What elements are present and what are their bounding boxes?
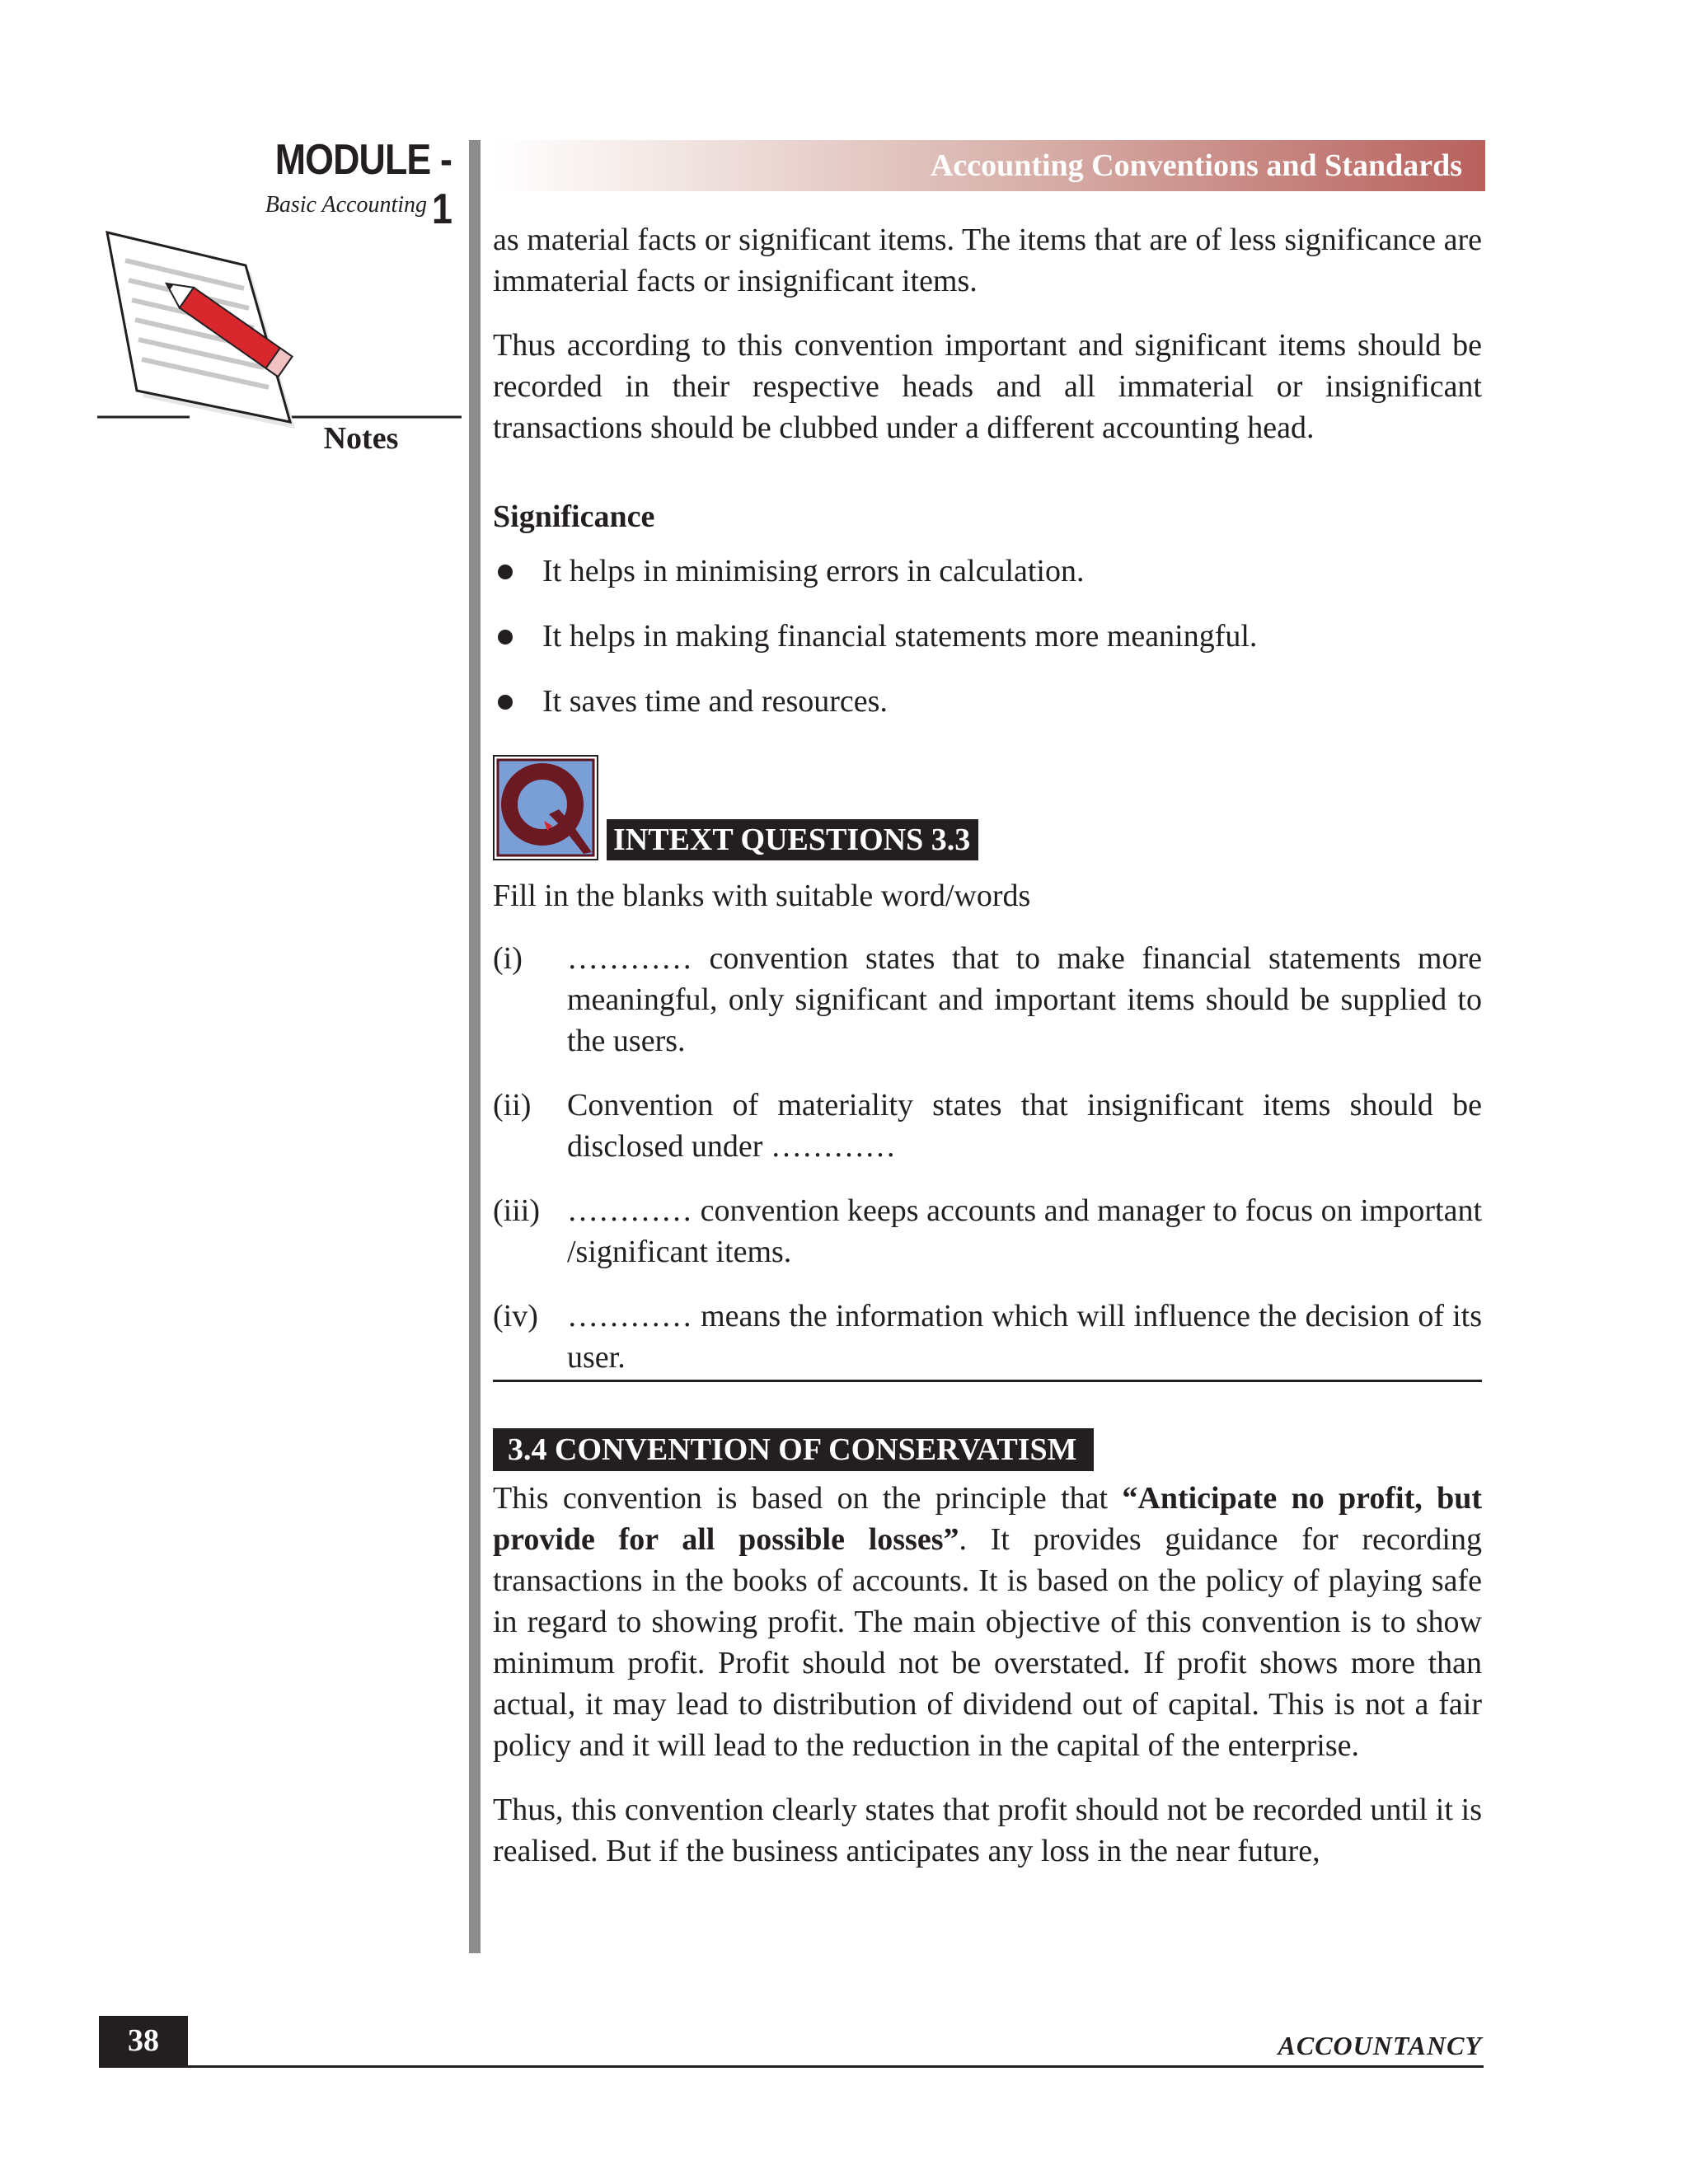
paragraph: as material facts or significant items. The items that are of less significance are immaterial facts or insignificant items. xyxy=(493,223,1482,298)
paragraph: Thus, this convention clearly states that profit should not be recorded until it is realised. But if the business anticipates any loss in the near future, xyxy=(493,1793,1482,1868)
section-heading: 3.4 CONVENTION OF CONSERVATISM xyxy=(493,1428,1094,1471)
list-item xyxy=(493,551,1482,592)
significance-heading: Significance xyxy=(493,499,655,534)
list-item xyxy=(493,681,1482,722)
bullet-icon xyxy=(498,565,513,579)
module-subtitle: Basic Accounting xyxy=(265,192,427,218)
question-number: (ii) xyxy=(493,1088,532,1122)
list-item xyxy=(493,616,1482,657)
question-list xyxy=(493,938,1482,1378)
question-instruction: Fill in the blanks with suitable word/words xyxy=(493,879,1031,913)
question-text: ………… convention keeps accounts and manager to focus on important /significant items. xyxy=(567,1193,1482,1269)
margin-divider xyxy=(469,140,481,1953)
question-text: Convention of materiality states that insignificant items should be disclosed under ………… xyxy=(567,1088,1482,1164)
question-q-icon xyxy=(493,755,598,860)
question-item xyxy=(493,1085,1482,1167)
footer-rule xyxy=(99,2065,1484,2068)
paragraph-text: . It provides guidance for recording transactions in the books of accounts. It is based on the policy of playing safe in regard to showing profit. The main objective of this convention is to show minimum profit. Profit should not be overstated. If profit shows more than actual, it may lead to distribution of dividend out of capital. This is not a fair policy and it will lead to the reduction in the capital of the enterprise. xyxy=(493,1522,1482,1763)
question-text: ………… convention states that to make financial statements more meaningful, only significant and important items should be supplied to the users. xyxy=(567,941,1482,1058)
question-number: (iv) xyxy=(493,1299,538,1333)
intext-questions-header xyxy=(493,755,1482,862)
bullet-icon xyxy=(498,630,513,644)
principle-quote: “Anticipate no profit, but provide for all possible losses” xyxy=(493,1481,1482,1557)
question-text: ………… means the information which will influence the decision of its user. xyxy=(567,1299,1482,1375)
section-divider xyxy=(493,1380,1482,1382)
question-item xyxy=(493,938,1482,1062)
chapter-header-band xyxy=(493,140,1485,191)
footer-subject: ACCOUNTANCY xyxy=(1278,2031,1482,2060)
question-item xyxy=(493,1296,1482,1378)
list-item-text: It saves time and resources. xyxy=(542,684,888,719)
main-content xyxy=(493,219,1482,1895)
question-number: (i) xyxy=(493,941,523,976)
paragraph: Thus according to this convention important and significant items should be recorded in their respective heads and all immaterial or insignificant transactions should be clubbed under a different accounting head. xyxy=(493,328,1482,445)
list-item-text: It helps in making financial statements more meaningful. xyxy=(542,619,1258,654)
question-number: (iii) xyxy=(493,1193,540,1228)
intext-questions-label: INTEXT QUESTIONS 3.3 xyxy=(607,819,978,860)
bullet-icon xyxy=(498,695,513,710)
paragraph xyxy=(493,1478,1482,1766)
chapter-title: Accounting Conventions and Standards xyxy=(930,148,1462,183)
paragraph-text: This convention is based on the principle that xyxy=(493,1481,1123,1516)
notes-label: Notes xyxy=(323,421,399,456)
significance-list xyxy=(493,551,1482,722)
list-item-text: It helps in minimising errors in calculation. xyxy=(542,554,1085,588)
question-item xyxy=(493,1190,1482,1272)
module-title: MODULE - 1 xyxy=(274,136,452,233)
page-number: 38 xyxy=(99,2016,188,2065)
